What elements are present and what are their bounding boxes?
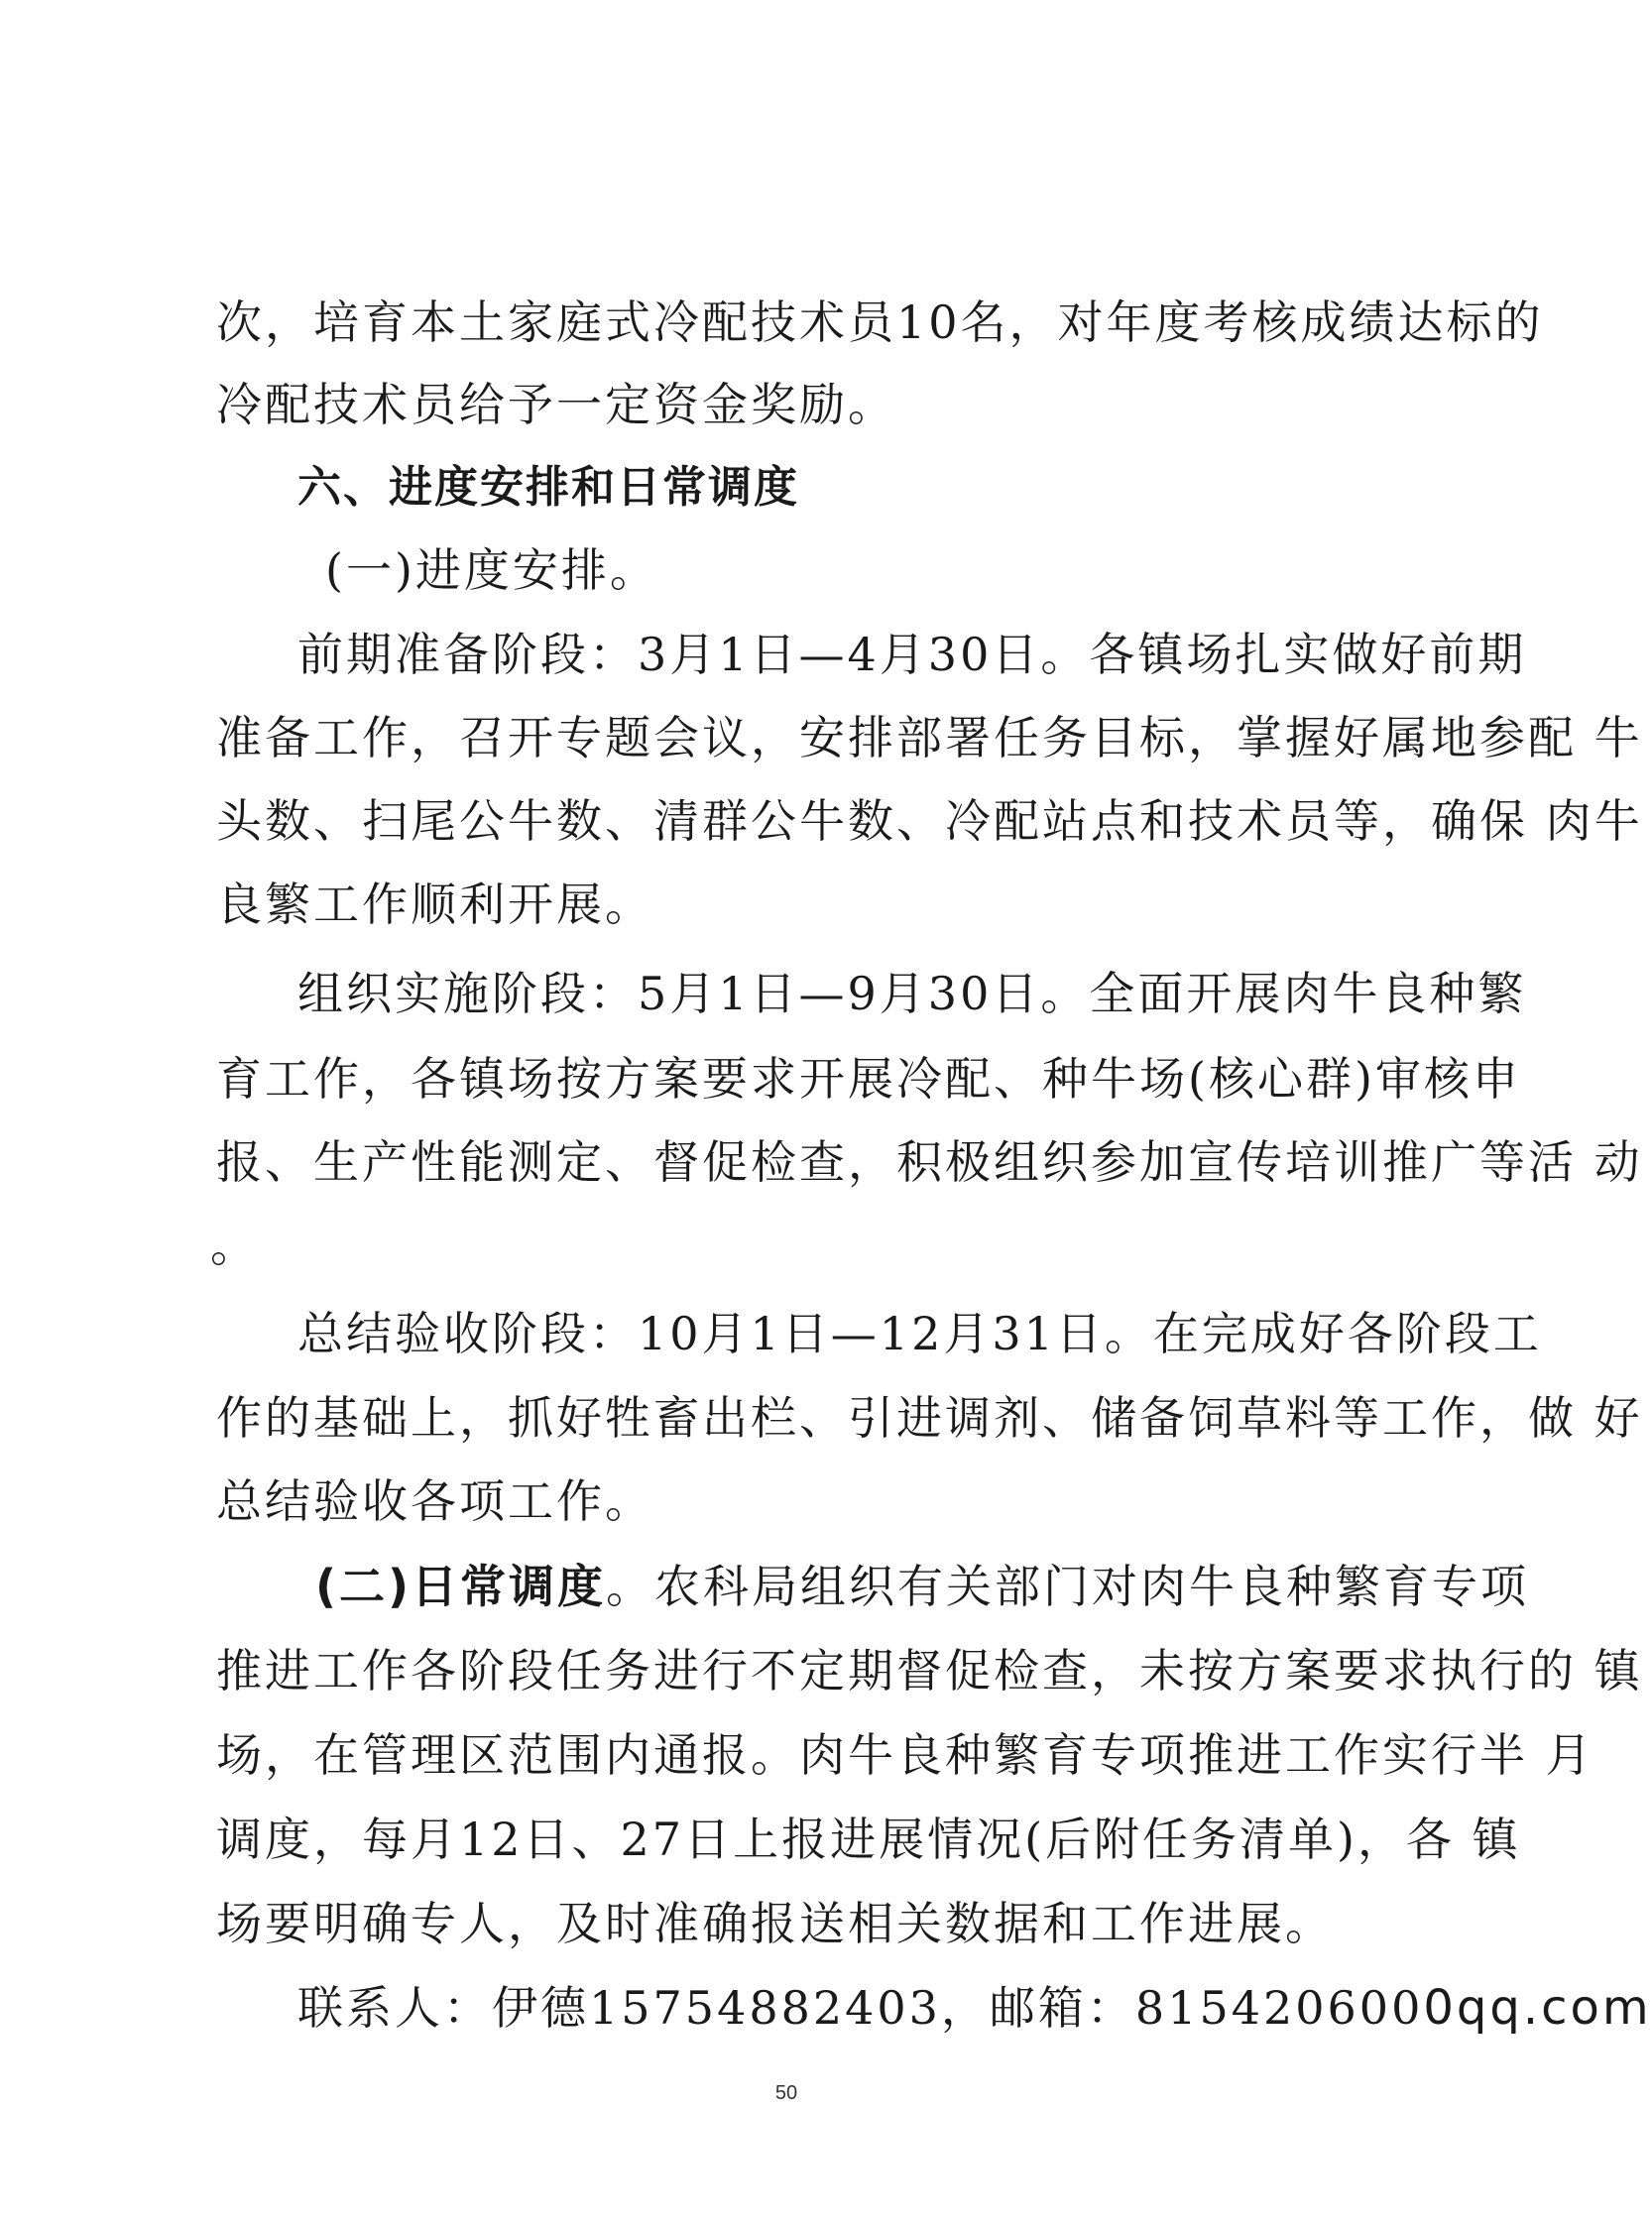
contact-text: 联系人：伊德15754882403，邮箱：815420600 — [297, 1981, 1424, 2035]
paragraph-line: 推进工作各阶段任务进行不定期督促检查，未按方案要求执行的 镇 — [216, 1644, 1643, 1698]
paragraph-line: 作的基础上，抓好牲畜出栏、引进调剂、储备饲草料等工作，做 好 — [216, 1391, 1643, 1445]
paragraph-line: 调度，每月12日、27日上报进展情况(后附任务清单)，各 镇 — [216, 1813, 1521, 1866]
contact-line — [297, 1978, 1652, 2038]
paragraph-line — [315, 1557, 1529, 1616]
email-text: 0qq.com — [1423, 1980, 1652, 2036]
paragraph-line: 准备工作，召开专题会议，安排部署任务目标，掌握好属地参配 牛 — [216, 711, 1643, 764]
paragraph-line: 报、生产性能测定、督促检查，积极组织参加宣传培训推广等活 动 — [216, 1135, 1643, 1189]
paragraph-line: 组织实施阶段：5月1日—9月30日。全面开展肉牛良种繁 — [297, 967, 1527, 1020]
paragraph-line: 总结验收各项工作。 — [216, 1474, 653, 1528]
subsection-heading: (二)日常调度 — [315, 1560, 607, 1613]
paragraph-line: 次，培育本土家庭式冷配技术员10名，对年度考核成绩达标的 — [216, 295, 1544, 349]
paragraph-line: 育工作，各镇场按方案要求开展冷配、种牛场(核心群)审核申 — [216, 1052, 1521, 1106]
paragraph-line: 总结验收阶段：10月1日—12月31日。在完成好各阶段工 — [297, 1307, 1542, 1360]
paragraph-line: 。 — [210, 1219, 259, 1272]
paragraph-line: 场要明确专人，及时准确报送相关数据和工作进展。 — [216, 1897, 1334, 1950]
page-number: 50 — [774, 2082, 798, 2104]
paragraph-line: 良繁工作顺利开展。 — [216, 878, 653, 931]
paragraph-line: 前期准备阶段：3月1日—4月30日。各镇场扎实做好前期 — [297, 628, 1527, 681]
paragraph-line: 冷配技术员给予一定资金奖励。 — [216, 378, 896, 431]
subsection-heading: (一)进度安排。 — [325, 543, 658, 597]
paragraph-line: 头数、扫尾公牛数、清群公牛数、冷配站点和技术员等，确保 肉牛 — [216, 794, 1643, 848]
section-heading: 六、进度安排和日常调度 — [297, 462, 799, 513]
paragraph-line: 场，在管理区范围内通报。肉牛良种繁育专项推进工作实行半 月 — [216, 1728, 1594, 1782]
paragraph-text: 。农科局组织有关部门对肉牛良种繁育专项 — [606, 1560, 1530, 1613]
